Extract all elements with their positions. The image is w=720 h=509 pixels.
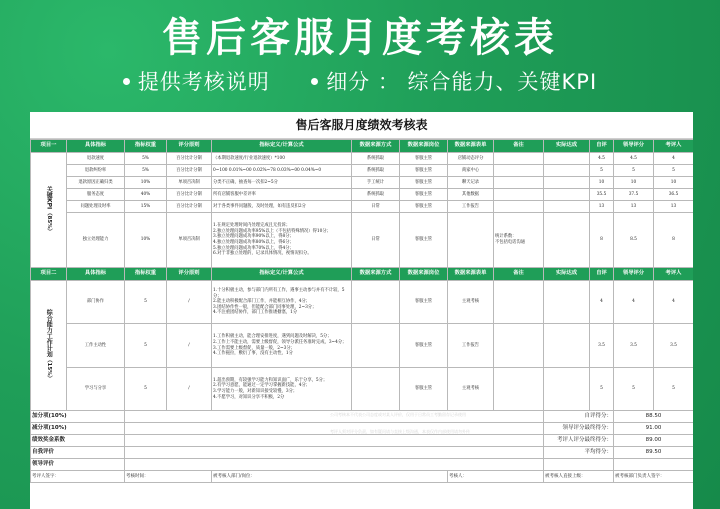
category-cell[interactable] [31,153,67,268]
table-row [31,165,694,177]
cell-self[interactable]: 5 [590,368,614,411]
column-header[interactable]: 备注 [494,140,544,153]
page-title: 售后客服月度考核表 [162,15,558,61]
column-header[interactable]: 具体指标 [67,140,125,153]
footer-input[interactable] [125,435,544,447]
footer-row [31,459,694,471]
cell-rule[interactable]: / [167,368,212,411]
score-label[interactable]: 领导评分最终得分： [544,423,614,435]
cell-form[interactable]: 工作报告 [448,324,494,368]
spreadsheet [30,112,693,509]
column-header[interactable]: 实际达成 [544,140,590,153]
cell-note[interactable] [494,201,544,213]
cell-pos[interactable]: 客服主管 [400,189,448,201]
column-header[interactable]: 项目二 [31,268,67,281]
footer-row [31,447,694,459]
cell-eval[interactable]: 13 [654,201,694,213]
cell-actual[interactable] [544,324,590,368]
cell-pos[interactable]: 客服主管 [400,368,448,411]
column-header[interactable]: 数据来源岗位 [400,268,448,281]
cell-lead[interactable]: 4.5 [614,153,654,165]
cell-name[interactable]: 部门协作 [67,281,125,324]
score-label[interactable]: 自评得分： [544,411,614,423]
category-label: 关键KPI [45,186,53,210]
footer-label[interactable]: 自我评价 [31,447,125,459]
cell-src[interactable] [352,368,400,411]
header-row [31,140,694,153]
cell-weight[interactable]: 40% [125,189,167,201]
cell-lead[interactable]: 37.5 [614,189,654,201]
cell-eval[interactable]: 5 [654,368,694,411]
cell-note[interactable] [494,153,544,165]
cell-name[interactable]: 服务态度 [67,189,125,201]
signature-row [31,471,694,483]
cell-name[interactable]: 退款纠纷率 [67,165,125,177]
table-row [31,189,694,201]
column-header[interactable]: 数据来源表单 [448,268,494,281]
cell-src[interactable] [352,324,400,368]
column-header[interactable]: 数据来源表单 [448,140,494,153]
header-row [31,268,694,281]
cell-self[interactable]: 3.5 [590,324,614,368]
cell-rule[interactable]: 百分比计分制 [167,201,212,213]
cell-weight[interactable]: 15% [125,201,167,213]
cell-form[interactable] [448,213,494,268]
subtitle-left: 提供考核说明 [137,70,270,94]
cell-weight[interactable]: 5 [125,324,167,368]
cell-note[interactable]: 统计系数： 不包括电话沟通 [494,213,544,268]
cell-weight[interactable]: 10% [125,177,167,189]
cell-pos[interactable]: 客服主管 [400,165,448,177]
table-row [31,201,694,213]
cell-formula[interactable]: 1.十分积极主动，参与部门内所有工作，遇事主动参与并有不计较，5分； 2.能主动积极配合部门工作，并能相互协作，4分； 3.团结协作性一般，但能配合部门同事处理，2~3分； 4.不注重团结协作，部门工作推诿搪塞，1分 [212,281,352,324]
cell-name[interactable]: 退款速度 [67,153,125,165]
category-label: 综合能力 [45,309,53,334]
cell-weight[interactable]: 5% [125,165,167,177]
cell-name[interactable]: 工作主动性 [67,324,125,368]
cell-lead[interactable]: 10 [614,177,654,189]
footer-row [31,435,694,447]
cell-rule[interactable]: 单项否决制 [167,177,212,189]
column-header[interactable]: 数据来源方式 [352,268,400,281]
cell-lead[interactable]: 8.5 [614,213,654,268]
cell-weight[interactable]: 5 [125,368,167,411]
column-header[interactable]: 实际达成 [544,268,590,281]
cell-src[interactable]: 手工统计 [352,177,400,189]
cell-eval[interactable]: 5 [654,165,694,177]
column-header[interactable]: 指标定义/计算公式 [212,140,352,153]
signature-field[interactable]: 被考核人部门/岗位： [212,471,448,483]
footer-input[interactable] [125,459,544,471]
table-row [31,153,694,165]
cell-rule[interactable]: 百分比计分制 [167,165,212,177]
category-weight: （15%） [46,357,52,382]
cell-actual[interactable] [544,189,590,201]
cell-self[interactable]: 8 [590,213,614,268]
cell-actual[interactable] [544,177,590,189]
cell-src[interactable]: 系统抓取 [352,189,400,201]
cell-src[interactable] [352,281,400,324]
cell-note[interactable] [494,324,544,368]
cell-form[interactable]: 工作报告 [448,201,494,213]
footer-input[interactable] [125,447,544,459]
category-weight: （85%） [46,209,52,234]
cell-eval[interactable]: 4 [654,281,694,324]
cell-name[interactable]: 退款原因正确归类 [67,177,125,189]
column-header[interactable]: 领导评分 [614,268,654,281]
cell-eval[interactable]: 36.5 [654,189,694,201]
score-value[interactable] [614,459,694,471]
cell-actual[interactable] [544,281,590,324]
cell-self[interactable]: 35.5 [590,189,614,201]
subtitle-right: 细分 ： 综合能力、关键KPI [326,70,598,94]
cell-form[interactable]: 聊天记录 [448,177,494,189]
score-value[interactable]: 91.00 [614,423,694,435]
cell-note[interactable] [494,368,544,411]
score-label[interactable]: 平均得分： [544,447,614,459]
cell-formula[interactable]: （本期退款速度/行业退款速度）*100 [212,153,352,165]
column-header[interactable]: 自评 [590,140,614,153]
cell-name[interactable]: 独立处理能力 [67,213,125,268]
cell-name[interactable]: 学习与分享 [67,368,125,411]
footer-label[interactable]: 绩效奖金系数 [31,435,125,447]
score-value[interactable]: 89.50 [614,447,694,459]
score-label[interactable] [544,459,614,471]
column-header[interactable]: 指标权重 [125,268,167,281]
cell-actual[interactable] [544,201,590,213]
cell-note[interactable] [494,165,544,177]
cell-note[interactable] [494,281,544,324]
column-header[interactable]: 评分原则 [167,268,212,281]
column-header[interactable]: 数据来源方式 [352,140,400,153]
column-header[interactable]: 项目一 [31,140,67,153]
cell-eval[interactable]: 8 [654,213,694,268]
cell-note[interactable] [494,189,544,201]
cell-form[interactable]: 主观考核 [448,368,494,411]
watermark-text: 考评人须对评分负责，如有疑问请与直接上级沟通，本表仅作内部使用请勿外传 [330,429,470,434]
cell-self[interactable]: 4.5 [590,153,614,165]
cell-self[interactable]: 4 [590,281,614,324]
cell-src[interactable]: 系统抓取 [352,165,400,177]
cell-formula[interactable]: 1.在规定处理时间内处理完成且无投诉； 2.独立处理问题成功率95%以上（不包括特殊情况）得10分； 3.独立处理问题成功率90%以上，得8分； 4.独立处理问题成功率80%以上，得6分； 5.独立处理问题成功率70%以上，得4分； 6.对于非独立处理的，记录具体情况，视情况扣分。 [212,213,352,268]
signature-field[interactable]: 被考核部门负责人签字： [614,471,694,483]
cell-src[interactable]: 系统抓取 [352,153,400,165]
cell-rule[interactable]: 百分比计分制 [167,153,212,165]
column-header[interactable]: 评分原则 [167,140,212,153]
sheet-title: 售后客服月度绩效考核表 [30,112,693,139]
cell-eval[interactable]: 4 [654,153,694,165]
cell-lead[interactable]: 4 [614,281,654,324]
cell-form[interactable]: 其他数据 [448,189,494,201]
cell-lead[interactable]: 13 [614,201,654,213]
signature-field[interactable]: 考核人： [448,471,544,483]
cell-formula[interactable]: 所有店铺客服中差评率 [212,189,352,201]
table-row [31,177,694,189]
cell-lead[interactable]: 5 [614,165,654,177]
column-header[interactable]: 数据来源岗位 [400,140,448,153]
score-value[interactable]: 89.00 [614,435,694,447]
column-header[interactable]: 指标权重 [125,140,167,153]
table-row [31,368,694,411]
score-label[interactable]: 考评人评分最终得分： [544,435,614,447]
cell-actual[interactable] [544,213,590,268]
signature-field[interactable]: 被考核人直接上级： [544,471,614,483]
cell-rule[interactable]: 单项否决制 [167,213,212,268]
footer-label[interactable]: 加分项(10%) [31,411,125,423]
signature-field[interactable]: 考核时间： [125,471,212,483]
category-sublabel: 工作计划 [45,333,53,358]
cell-pos[interactable]: 客服主管 [400,281,448,324]
cell-actual[interactable] [544,153,590,165]
signature-field[interactable]: 考评人签字： [31,471,125,483]
cell-self[interactable]: 13 [590,201,614,213]
cell-formula[interactable]: 1.超出预期，有较强学习能力和知识面广，乐于分享，5分； 2.有学习意愿，能通过一定学习掌握新技能，4分； 3.学习能力一般，对新知识接受较慢，3分； 4.不愿学习，对知识分享不积极，2分 [212,368,352,411]
cell-form[interactable]: 店铺动态评分 [448,153,494,165]
column-header[interactable]: 考评人 [654,268,694,281]
cell-rule[interactable]: 百分比计分制 [167,189,212,201]
cell-pos[interactable]: 客服主管 [400,213,448,268]
cell-formula[interactable]: 分类不正确，抽查每一次扣2~5分 [212,177,352,189]
cell-actual[interactable] [544,368,590,411]
column-header[interactable]: 指标定义/计算公式 [212,268,352,281]
cell-note[interactable] [494,177,544,189]
footer-label[interactable]: 领导评价 [31,459,125,471]
cell-weight[interactable]: 5% [125,153,167,165]
cell-self[interactable]: 5 [590,165,614,177]
table-row [31,213,694,268]
cell-eval[interactable]: 3.5 [654,324,694,368]
column-header[interactable]: 备注 [494,268,544,281]
cell-rule[interactable]: / [167,281,212,324]
footer-label[interactable]: 减分项(10%) [31,423,125,435]
subtitle-row [0,66,720,96]
cell-src[interactable]: 日常 [352,201,400,213]
cell-formula[interactable]: 0~100 0.01%~00 0.02%~78 0.03%~00 0.04%~0 [212,165,352,177]
cell-rule[interactable]: / [167,324,212,368]
cell-name[interactable]: 问题处理及时率 [67,201,125,213]
table-row [31,324,694,368]
bullet-icon [123,78,130,85]
cell-weight[interactable]: 5 [125,281,167,324]
category-cell[interactable] [31,281,67,411]
bullet-icon [311,78,318,85]
cell-pos[interactable]: 客服主管 [400,153,448,165]
watermark-text: 公司考核本不代表公司态度或对某人评价，仅用于日常员工考勤留存记录使用 [330,412,466,417]
cell-pos[interactable]: 客服主管 [400,324,448,368]
column-header[interactable]: 领导评分 [614,140,654,153]
column-header[interactable]: 自评 [590,268,614,281]
column-header[interactable]: 考评人 [654,140,694,153]
cell-form[interactable]: 主观考核 [448,281,494,324]
cell-pos[interactable]: 客服主管 [400,177,448,189]
cell-formula[interactable]: 1.工作积极主动，能合理安排进度，遇到问题及时解决，5分； 2.工作上不能主动，需要上级督促，领导分派任务准时完成，3~4分； 3.工作需要上级督促，质量一般，2~3分； 4.工作拖拉，敷衍了事，没有主动性，1分 [212,324,352,368]
cell-eval[interactable]: 10 [654,177,694,189]
cell-weight[interactable]: 10% [125,213,167,268]
cell-actual[interactable] [544,165,590,177]
cell-self[interactable]: 10 [590,177,614,189]
score-value[interactable]: 88.50 [614,411,694,423]
table-row [31,281,694,324]
cell-src[interactable]: 日常 [352,213,400,268]
column-header[interactable]: 具体指标 [67,268,125,281]
cell-lead[interactable]: 5 [614,368,654,411]
cell-formula[interactable]: 对于各类事件问题般，及时处理，如有违反扣2分 [212,201,352,213]
cell-lead[interactable]: 3.5 [614,324,654,368]
cell-pos[interactable]: 客服主管 [400,201,448,213]
cell-form[interactable]: 商家中心 [448,165,494,177]
